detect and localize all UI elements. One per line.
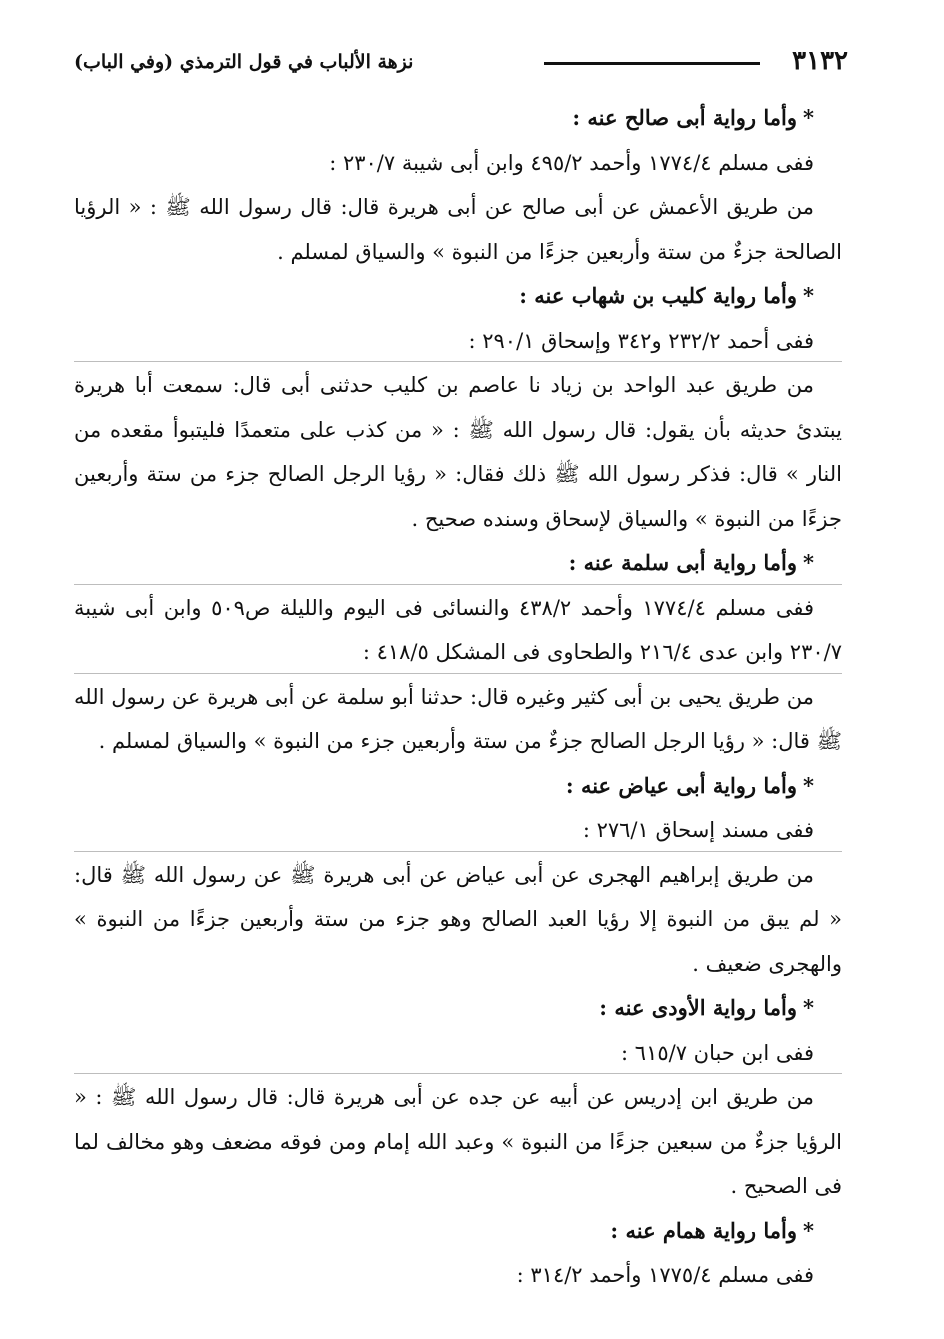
ruled-block	[74, 586, 842, 675]
narration-paragraph: من طريق الأعمش عن أبى صالح عن أبى هريرة قال: قال رسول الله ﷺ : « الرؤيا الصالحة جزءٌ من ستة وأربعين جزءًا من النبوة » والسياق لمسلم .	[74, 195, 842, 264]
ruled-block	[74, 363, 842, 541]
citation-line: ففى مسلم ١٧٧٤/٤ وأحمد ٤٩٥/٢ وابن أبى شيبة ٢٣٠/٧ :	[329, 150, 814, 175]
asterisk-bullet: *	[803, 283, 814, 308]
section-heading-text: وأما رواية كليب بن شهاب عنه :	[519, 283, 798, 308]
section-heading-text: وأما رواية أبى عياض عنه :	[565, 772, 798, 798]
header-rule	[544, 62, 760, 65]
asterisk-bullet: *	[803, 995, 814, 1020]
section-heading-text: وأما رواية أبى سلمة عنه :	[568, 550, 798, 575]
section-heading-text: وأما رواية همام عنه :	[610, 1217, 798, 1243]
separator-line	[74, 673, 842, 674]
page-body	[74, 96, 842, 1316]
section-heading-text: وأما رواية الأودى عنه :	[599, 995, 798, 1020]
section-heading	[74, 274, 842, 319]
asterisk-bullet: *	[803, 772, 814, 798]
separator-line	[74, 1073, 842, 1074]
citation-paragraph: ففى مسلم ١٧٧٤/٤ وأحمد ٤٣٨/٢ والنسائى فى اليوم والليلة ص٥٠٩ وابن أبى شيبة ٢٣٠/٧ وابن عدى ٢١٦/٤ والطحاوى فى المشكل ٤١٨/٥ :	[74, 595, 842, 664]
citation-line: ففى مسلم ١٧٧٥/٤ وأحمد ٣١٤/٢ :	[516, 1263, 814, 1287]
section-heading	[74, 541, 842, 586]
citation-line: ففى ابن حبان ٦١٥/٧ :	[621, 1040, 814, 1065]
ruled-block	[74, 675, 842, 764]
narration-paragraph: من طريق عبد الواحد بن زياد نا عاصم بن كليب حدثنى أبى قال: سمعت أبا هريرة يبتدئ حديثه بأن يقول: قال رسول الله ﷺ : « من كذب على متعمدًا فليتبوأ مقعده من النار » قال: فذكر رسول الله ﷺ ذلك فقال: « رؤيا الرجل الصالح جزء من ستة وأربعين جزءًا من النبوة » والسياق لإسحاق وسنده صحيح .	[74, 373, 842, 531]
running-title: نزهة الألباب في قول الترمذي (وفي الباب)	[74, 51, 414, 73]
narration-paragraph: من طريق ابن إدريس عن أبيه عن جده عن أبى هريرة قال: قال رسول الله ﷺ : « الرؤيا جزءٌ من سبعين جزءًا من النبوة » وعبد الله إمام ومن فوقه مضعف وهو مخالف لما فى الصحيح .	[74, 1085, 842, 1198]
separator-line	[74, 851, 842, 852]
section-heading-text: وأما رواية أبى صالح عنه :	[572, 105, 798, 130]
ruled-block	[74, 1075, 842, 1209]
ruled-block	[74, 853, 842, 987]
citation-line: ففى أحمد ٢٣٢/٢ و٣٤٢ وإسحاق ٢٩٠/١ :	[468, 328, 814, 353]
page-number: ٣١٣٢	[792, 46, 848, 76]
section-heading	[74, 1209, 842, 1254]
asterisk-bullet: *	[803, 1217, 814, 1243]
section-heading	[74, 986, 842, 1031]
section-heading	[74, 96, 842, 141]
asterisk-bullet: *	[803, 105, 814, 130]
citation-line: ففى مسند إسحاق ٢٧٦/١ :	[582, 818, 814, 842]
page-header	[74, 44, 848, 84]
narration-paragraph: من طريق يحيى بن أبى كثير وغيره قال: حدثنا أبو سلمة عن أبى هريرة عن رسول الله ﷺ قال: « رؤيا الرجل الصالح جزءٌ من ستة وأربعين جزء من النبوة » والسياق لمسلم .	[74, 684, 842, 753]
asterisk-bullet: *	[803, 550, 814, 575]
separator-line	[74, 584, 842, 585]
separator-line	[74, 361, 842, 362]
narration-paragraph: من طريق إبراهيم الهجرى عن أبى عياض عن أبى هريرة ﷺ عن رسول الله ﷺ قال: « لم يبق من النبوة إلا رؤيا العبد الصالح وهو جزء من ستة وأربعين جزءًا من النبوة » والهجرى ضعيف .	[74, 862, 842, 976]
section-heading	[74, 764, 842, 809]
